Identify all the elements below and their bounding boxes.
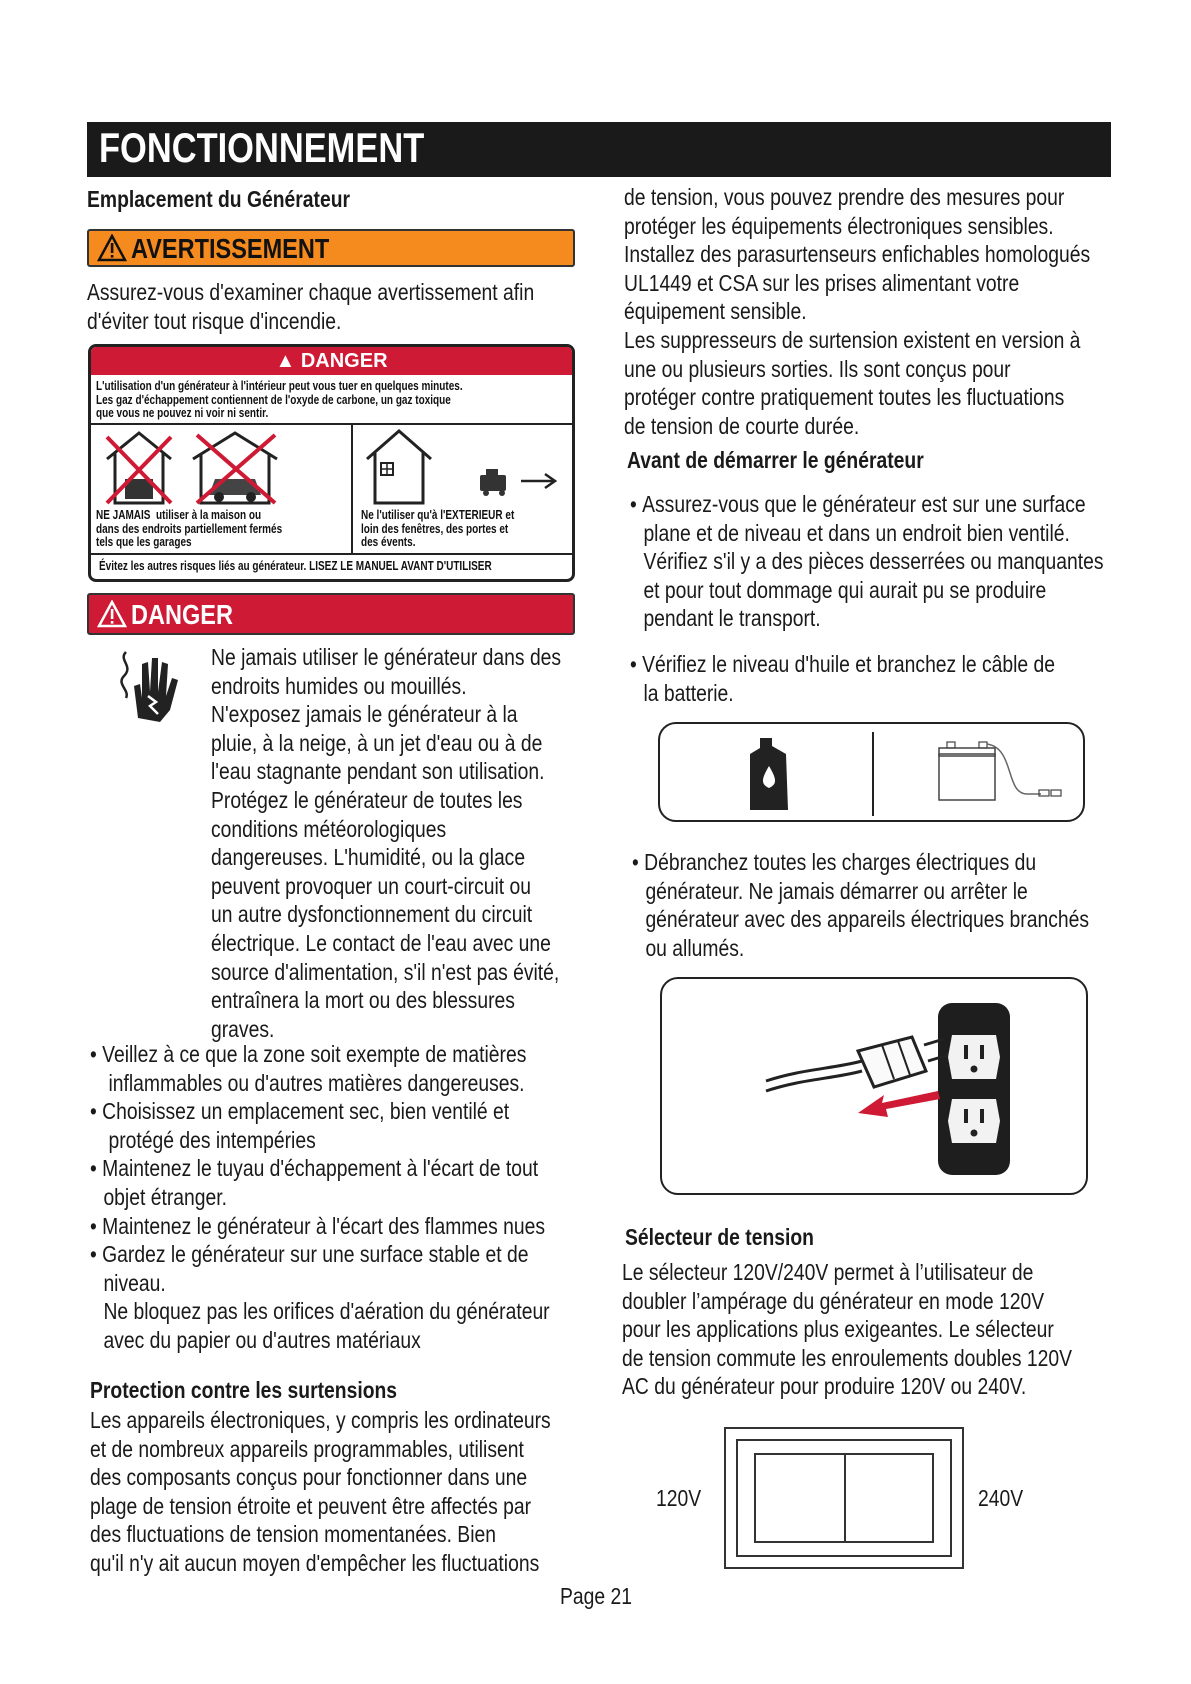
switch-inner-frame xyxy=(736,1439,952,1557)
page-number: Page 21 xyxy=(560,1583,632,1609)
warning-triangle-icon xyxy=(97,234,127,262)
label-panel-intro xyxy=(96,380,463,421)
text-line: tels que les garages xyxy=(96,535,192,549)
arrow-right-icon xyxy=(519,471,559,491)
text-line: N'exposez jamais le générateur à la xyxy=(211,701,518,728)
text-line: générateur. Ne jamais démarrer ou arrêter le xyxy=(645,877,1028,904)
text-line: loin des fenêtres, des portes et xyxy=(361,521,509,536)
text-line: Assurez-vous d'examiner chaque avertissement afin xyxy=(87,279,535,305)
text-line: électrique. Le contact de l'eau avec une xyxy=(211,929,551,956)
text-line: de tension, vous pouvez prendre des mesures pour xyxy=(624,184,1065,210)
list-item: • Veillez à ce que la zone soit exempte de matières xyxy=(90,1041,527,1067)
text-line: pour les applications plus exigeantes. Le sélecteur xyxy=(622,1316,1054,1343)
text-line: Choisissez un emplacement sec, bien ventilé et xyxy=(102,1098,510,1125)
text-line: protégé des intempéries xyxy=(108,1126,316,1153)
list-item: • Maintenez le tuyau d'échappement à l'écart de tout xyxy=(90,1155,539,1182)
location-heading: Emplacement du Générateur xyxy=(87,186,351,212)
selector-heading: Sélecteur de tension xyxy=(625,1224,814,1250)
section-header-bar xyxy=(87,122,1111,177)
crossed-garage-icon xyxy=(189,429,281,507)
before-start-bullet-1 xyxy=(630,490,1104,633)
list-item: • Vérifiez le niveau d'huile et branchez le câble de xyxy=(630,651,1056,677)
text-line: Protégez le générateur de toutes les xyxy=(211,786,523,813)
text-line: et pour tout dommage qui aurait pu se produire xyxy=(643,576,1047,603)
oil-battery-illustration xyxy=(658,722,1085,822)
text-line: avec du papier ou d'autres matériaux xyxy=(103,1326,421,1353)
list-item: • Maintenez le générateur à l'écart des flammes nues xyxy=(90,1212,546,1239)
text-line: des fluctuations de tension momentanées. Bien xyxy=(90,1521,496,1548)
text-line: utiliser à la maison ou xyxy=(156,508,262,522)
surge-text xyxy=(90,1406,551,1578)
text-line: endroits humides ou mouillés. xyxy=(211,672,467,699)
danger-label-panel xyxy=(88,344,575,582)
label-panel-title: DANGER xyxy=(300,350,388,372)
unplug-outlet-icon xyxy=(762,999,1042,1179)
text-line: Ne l'utiliser qu'à l'EXTERIEUR et xyxy=(361,508,515,522)
warning-triangle-icon: ▲ xyxy=(275,350,296,372)
warning-label: AVERTISSEMENT xyxy=(131,233,330,264)
surge-heading: Protection contre les surtensions xyxy=(90,1377,398,1403)
text-line: ou allumés. xyxy=(645,934,745,961)
text-line: protéger les équipements électroniques sensibles. xyxy=(624,212,1054,239)
text-line: UL1449 et CSA sur les prises alimentant votre xyxy=(624,269,1020,296)
text-line: Gardez le générateur sur une surface stable et de xyxy=(102,1241,529,1268)
text-line: L'utilisation d'un générateur à l'intérieur peut vous tuer en quelques minutes. xyxy=(96,379,463,393)
switch-240v-label: 240V xyxy=(978,1485,1024,1511)
oil-bottle-icon xyxy=(746,736,792,812)
before-start-bullet-3 xyxy=(632,848,1089,962)
list-item: • Gardez le générateur sur une surface stable et de xyxy=(90,1241,529,1268)
battery-icon xyxy=(935,738,1065,808)
warning-text xyxy=(87,278,534,335)
text-line: Les gaz d'échappement contiennent de l'oxyde de carbone, un gaz toxique xyxy=(96,392,451,407)
divider xyxy=(872,732,874,816)
text-line: que vous ne pouvez ni voir ni sentir. xyxy=(96,406,269,420)
unplug-illustration xyxy=(660,977,1088,1195)
text-line: Les suppresseurs de surtension existent en version à xyxy=(624,326,1081,353)
text-line: l'eau stagnante pendant son utilisation. xyxy=(211,758,545,785)
text-line: Ne jamais utiliser le générateur dans des xyxy=(211,644,562,670)
text-line: AC du générateur pour produire 120V ou 240V. xyxy=(622,1373,1027,1400)
text-line: source d'alimentation, s'il n'est pas évité, xyxy=(211,958,560,985)
crossed-house-icon xyxy=(103,429,175,507)
electric-shock-hand-icon xyxy=(112,646,180,724)
divider xyxy=(91,423,572,425)
text-line: doubler l’ampérage du générateur en mode 120V xyxy=(622,1287,1045,1314)
text-line: Vérifiez s'il y a des pièces desserrées ou manquantes xyxy=(643,548,1104,575)
text-line: générateur avec des appareils électriques branchés xyxy=(645,906,1089,933)
text-line: Ne bloquez pas les orifices d'aération du générateur xyxy=(103,1298,550,1325)
voltage-switch-diagram xyxy=(724,1427,964,1569)
divider xyxy=(351,425,353,553)
switch-rocker xyxy=(754,1453,934,1543)
list-item: • Choisissez un emplacement sec, bien ventilé et xyxy=(90,1098,510,1125)
text-line: conditions météorologiques xyxy=(211,815,447,842)
switch-120v-label: 120V xyxy=(656,1485,702,1511)
text-line: Veillez à ce que la zone soit exempte de matières xyxy=(102,1041,527,1067)
text-line: une ou plusieurs sorties. Ils sont conçus pour xyxy=(624,355,1011,382)
before-start-heading: Avant de démarrer le générateur xyxy=(627,447,924,473)
list-item: • Débranchez toutes les charges électriques du xyxy=(632,849,1037,875)
list-item: • Assurez-vous que le générateur est sur une surface xyxy=(630,491,1086,517)
text-line: pendant le transport. xyxy=(643,605,821,632)
text-line: de tension commute les enroulements doubles 120V xyxy=(622,1344,1073,1371)
text-line: Débranchez toutes les charges électriques du xyxy=(644,849,1037,875)
location-bullets xyxy=(90,1040,550,1355)
danger-text xyxy=(211,643,561,1043)
text-line: la batterie. xyxy=(643,679,734,706)
text-line: graves. xyxy=(211,1015,275,1042)
house-icon xyxy=(363,425,435,507)
selector-text xyxy=(622,1258,1072,1401)
warning-banner xyxy=(87,229,575,267)
text-line: qu'il n'y ait aucun moyen d'empêcher les fluctuations xyxy=(90,1549,540,1576)
text-line: niveau. xyxy=(103,1269,166,1296)
text-line: un autre dysfonctionnement du circuit xyxy=(211,901,533,928)
text-line: protéger contre pratiquement toutes les fluctuations xyxy=(624,384,1065,411)
danger-banner xyxy=(87,593,575,635)
text-line: et de nombreux appareils programmables, utilisent xyxy=(90,1435,524,1462)
text-line: Assurez-vous que le générateur est sur une surface xyxy=(642,491,1086,517)
surge-text-continued xyxy=(624,183,1090,440)
label-panel-footer: Évitez les autres risques liés au générateur. LISEZ LE MANUEL AVANT D'UTILISER xyxy=(99,559,492,573)
text-line: des composants conçus pour fonctionner dans une xyxy=(90,1464,528,1491)
text-line: inflammables ou d'autres matières dangereuses. xyxy=(108,1069,525,1096)
text-line: peuvent provoquer un court-circuit ou xyxy=(211,872,532,899)
text-line: équipement sensible. xyxy=(624,298,807,325)
warning-triangle-icon xyxy=(97,600,127,628)
divider xyxy=(91,553,572,555)
never-strong: NE JAMAIS xyxy=(96,508,151,522)
label-panel-header xyxy=(91,347,572,375)
text-line: plane et de niveau et dans un endroit bien ventilé. xyxy=(643,519,1070,546)
text-line: entraînera la mort ou des blessures xyxy=(211,987,515,1014)
text-line: dangereuses. L'humidité, ou la glace xyxy=(211,844,526,871)
text-line: d'éviter tout risque d'incendie. xyxy=(87,307,342,334)
text-line: Le sélecteur 120V/240V permet à l’utilisateur de xyxy=(622,1259,1034,1285)
never-text xyxy=(96,509,282,550)
text-line: Les appareils électroniques, y compris les ordinateurs xyxy=(90,1407,551,1433)
outside-text xyxy=(361,509,514,550)
text-line: pluie, à la neige, à un jet d'eau ou à de xyxy=(211,729,543,756)
text-line: dans des endroits partiellement fermés xyxy=(96,521,283,536)
danger-label: DANGER xyxy=(131,599,233,630)
text-line: Maintenez le générateur à l'écart des flammes nues xyxy=(102,1212,546,1239)
before-start-bullet-2 xyxy=(630,650,1055,707)
text-line: Vérifiez le niveau d'huile et branchez le câble de xyxy=(642,651,1056,677)
text-line: Maintenez le tuyau d'échappement à l'écart de tout xyxy=(102,1155,539,1182)
generator-icon xyxy=(476,467,512,497)
section-title: FONCTIONNEMENT xyxy=(99,124,425,171)
text-line: de tension de courte durée. xyxy=(624,412,860,439)
text-line: objet étranger. xyxy=(103,1183,227,1210)
text-line: plage de tension étroite et peuvent être affectés par xyxy=(90,1492,532,1519)
text-line: des évents. xyxy=(361,535,416,549)
divider xyxy=(844,1455,846,1541)
text-line: Installez des parasurtenseurs enfichables homologués xyxy=(624,241,1091,268)
